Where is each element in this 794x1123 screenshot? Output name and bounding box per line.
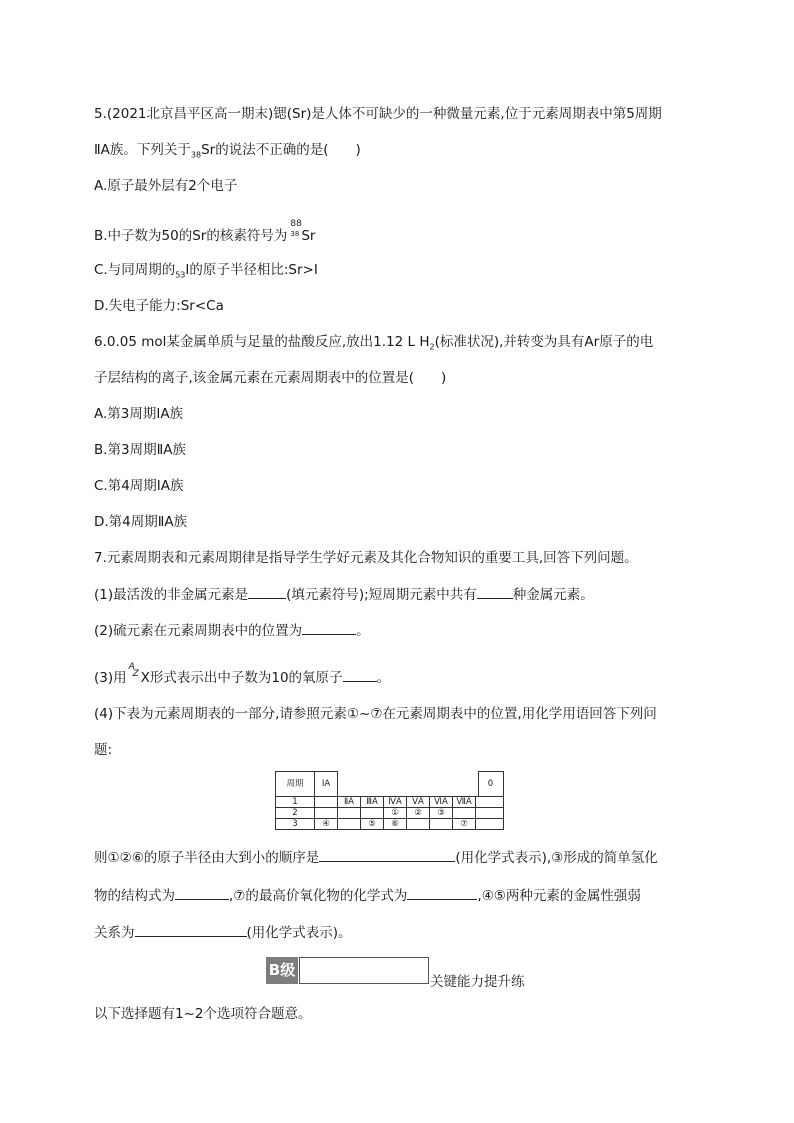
q5-option-d: D.失电子能力:Sr<Ca <box>94 298 224 314</box>
q6-option-c: C.第4周期ⅠA族 <box>94 478 184 494</box>
q7-part4-line2: 题: <box>94 742 113 758</box>
q7-part3: (3)用 A Z X形式表示出中子数为10的氧原子 。 <box>94 662 391 686</box>
q7-answer-line2: 物的结构式为 ,⑦的最高价氧化物的化学式为 ,④⑤两种元素的金属性强弱 <box>94 885 641 906</box>
section-note: 以下选择题有1~2个选项符合题意。 <box>94 1006 312 1022</box>
q6-option-b: B.第3周期ⅡA族 <box>94 442 187 458</box>
q5-option-c: C.与同周期的$_{53}$I的原子半径相比:Sr>I <box>94 262 318 280</box>
level-badge: B级 <box>266 957 298 984</box>
q5-option-b: B.中子数为50的Sr的核素符号为 88 38 Sr <box>94 219 316 244</box>
answer-blank[interactable] <box>319 847 455 862</box>
answer-blank[interactable] <box>135 922 247 937</box>
table-row: 2 ① ② ③ <box>276 808 504 819</box>
answer-blank[interactable] <box>407 885 477 900</box>
answer-blank[interactable] <box>302 620 356 635</box>
q7-part1: (1)最活泼的非金属元素是 (填元素符号);短周期元素中共有 种金属元素。 <box>94 584 594 605</box>
q5-line2: ⅡA族。下列关于$_{38}$Sr的说法不正确的是( ) <box>94 142 361 160</box>
table-header-row <box>276 772 504 797</box>
answer-blank[interactable] <box>248 584 286 599</box>
q7-part2: (2)硫元素在元素周期表中的位置为 。 <box>94 620 370 641</box>
periodic-table-fragment <box>275 771 504 830</box>
q7-part4-line1: (4)下表为元素周期表的一部分,请参照元素①~⑦在元素周期表中的位置,用化学用语回答下列问 <box>94 706 657 722</box>
q6-line1: 6.0.05 mol某金属单质与足量的盐酸反应,放出1.12 L $H_2$(标准状况),并转变为具有Ar原子的电 <box>94 334 654 352</box>
az-notation: A Z <box>128 662 139 679</box>
q7-intro: 7.元素周期表和元素周期律是指导学生学好元素及其化合物知识的重要工具,回答下列问题。 <box>94 550 638 566</box>
section-header-box <box>299 957 429 984</box>
answer-blank[interactable] <box>477 584 513 599</box>
answer-blank[interactable] <box>175 885 229 900</box>
q6-option-d: D.第4周期ⅡA族 <box>94 514 188 530</box>
table-row: 3 ④ ⑤ ⑥ ⑦ <box>276 819 504 830</box>
q5-option-a: A.原子最外层有2个电子 <box>94 178 238 194</box>
isotope-notation: 88 38 <box>290 219 302 238</box>
q7-answer-line3: 关系为 (用化学式表示)。 <box>94 922 352 943</box>
header-0: 0 <box>478 772 503 797</box>
header-1a: ⅠA <box>315 772 338 797</box>
q6-line2: 子层结构的离子,该金属元素在元素周期表中的位置是( ) <box>94 370 447 386</box>
answer-blank[interactable] <box>343 667 377 682</box>
section-title: 关键能力提升练 <box>430 974 525 990</box>
q7-answer-line1: 则①②⑥的原子半径由大到小的顺序是 (用化学式表示),③形成的简单氢化 <box>94 847 658 868</box>
table-row: 1 ⅡA ⅢA ⅣA ⅤA ⅥA ⅦA <box>276 797 504 808</box>
q6-option-a: A.第3周期ⅠA族 <box>94 406 184 422</box>
q5-line1: 5.(2021北京昌平区高一期末)锶(Sr)是人体不可缺少的一种微量元素,位于元素周期表中第5周期 <box>94 106 662 122</box>
header-period: 周期 <box>276 772 315 797</box>
